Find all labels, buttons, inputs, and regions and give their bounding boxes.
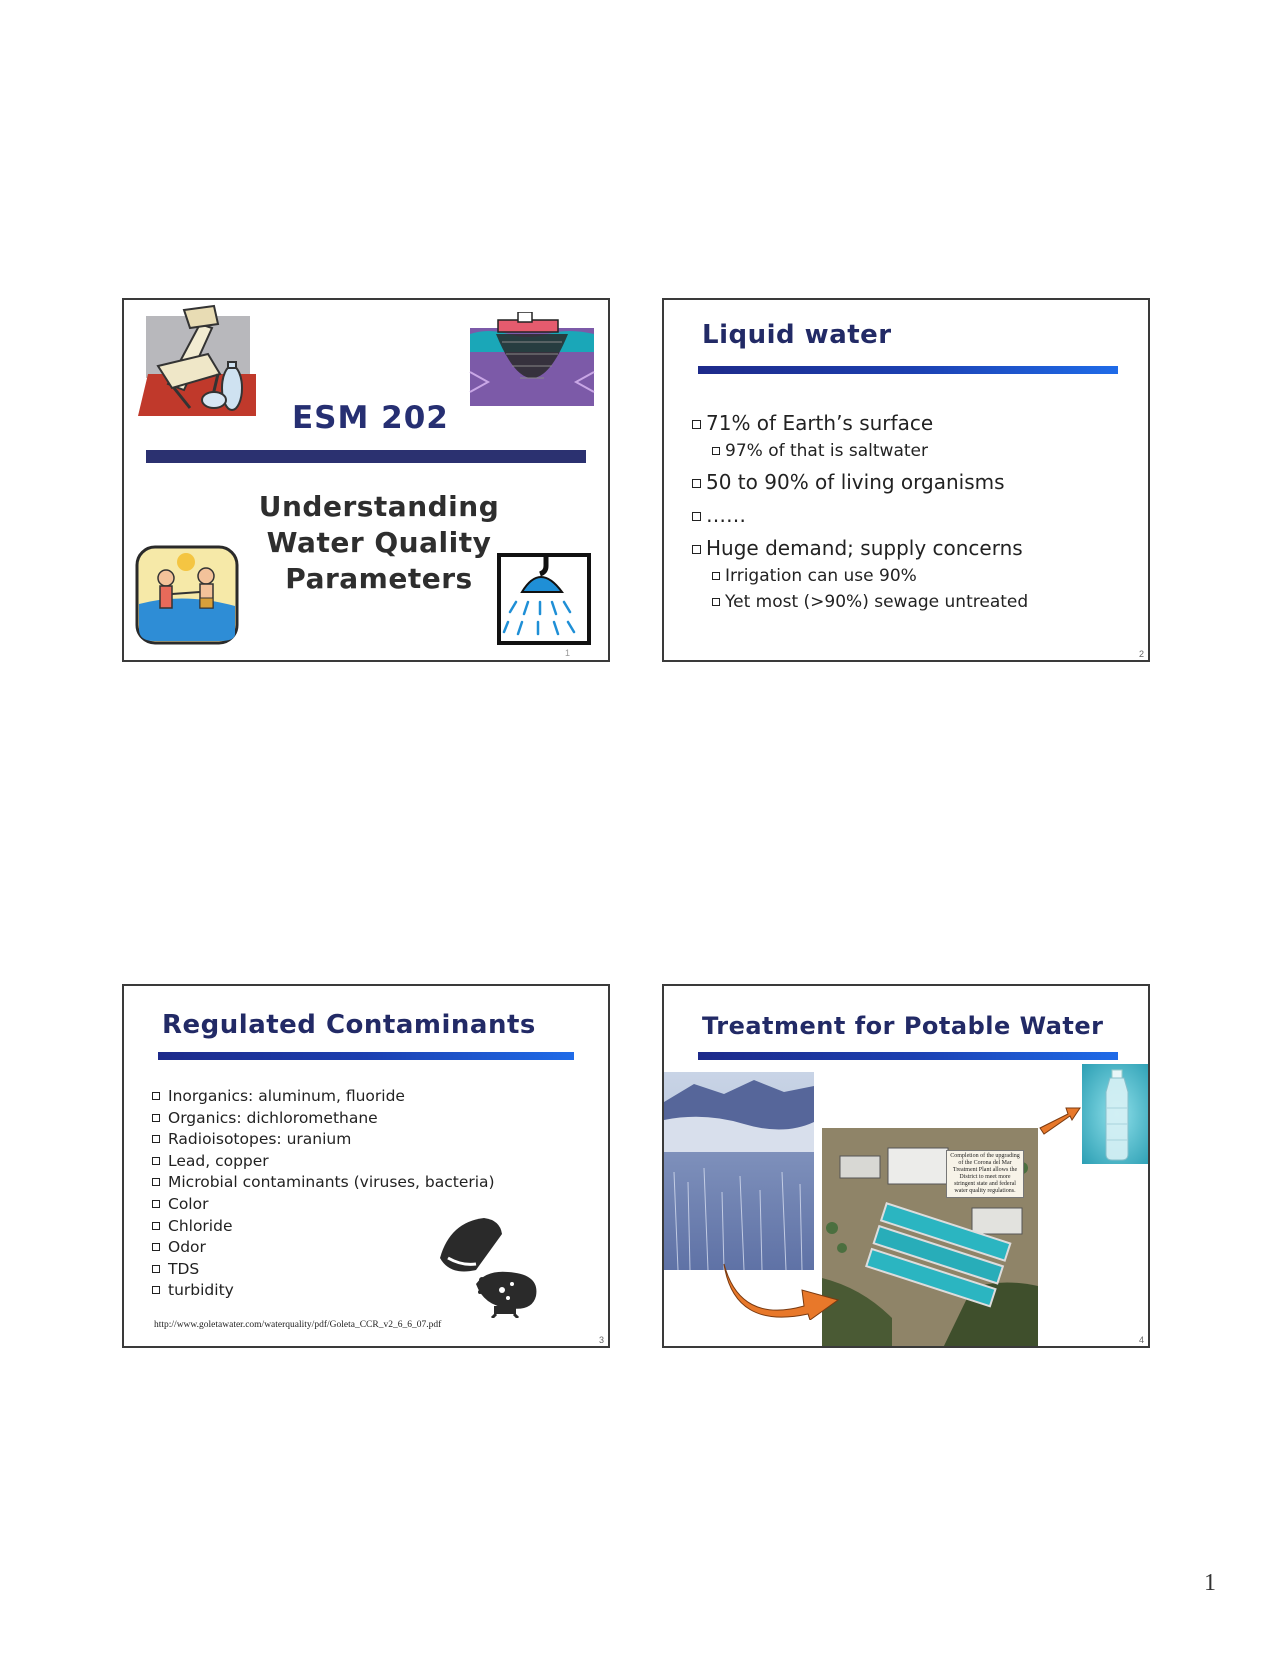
- list-item: ……: [692, 503, 1028, 527]
- slide-title: Treatment for Potable Water: [702, 1012, 1104, 1040]
- list-item: Microbial contaminants (viruses, bacteria): [152, 1172, 495, 1194]
- source-url: http://www.goletawater.com/waterquality/pdf/Goleta_CCR_v2_6_6_07.pdf: [154, 1320, 442, 1330]
- shower-clipart: [496, 552, 592, 646]
- fishing-boat-clipart: [468, 312, 596, 406]
- title-divider: [146, 450, 586, 463]
- list-item: 97% of that is saltwater: [712, 441, 1028, 461]
- checkbox-bullet-icon: [152, 1135, 160, 1143]
- checkbox-bullet-icon: [152, 1092, 160, 1100]
- list-item: Huge demand; supply concerns: [692, 536, 1028, 560]
- slide-1-subtitle: [254, 489, 504, 597]
- course-code: ESM 202: [292, 400, 449, 436]
- list-item: Lead, copper: [152, 1151, 495, 1173]
- beach-couple-clipart: [134, 544, 240, 646]
- right-arrow-icon: [1038, 1102, 1082, 1136]
- checkbox-bullet-icon: [692, 420, 701, 429]
- checkbox-bullet-icon: [152, 1222, 160, 1230]
- list-item: Radioisotopes: uranium: [152, 1129, 495, 1151]
- title-underline: [698, 1052, 1118, 1060]
- checkbox-bullet-icon: [692, 479, 701, 488]
- title-underline: [698, 366, 1118, 374]
- checkbox-bullet-icon: [712, 572, 720, 580]
- list-item: Organics: dichloromethane: [152, 1108, 495, 1130]
- subtitle-line-3: Parameters: [285, 562, 473, 595]
- checkbox-bullet-icon: [712, 598, 720, 606]
- checkbox-bullet-icon: [152, 1178, 160, 1186]
- slide-4: [662, 984, 1150, 1348]
- list-item: Irrigation can use 90%: [712, 566, 1028, 586]
- water-bottle-photo: [1082, 1064, 1150, 1164]
- slide-1: [122, 298, 610, 662]
- checkbox-bullet-icon: [152, 1243, 160, 1251]
- checkbox-bullet-icon: [152, 1200, 160, 1208]
- page-number: 1: [1204, 1570, 1216, 1596]
- subtitle-line-2: Water Quality: [266, 526, 492, 559]
- list-item: Odor: [152, 1237, 495, 1259]
- list-item: turbidity: [152, 1280, 495, 1302]
- pouring-beaker-clipart: [436, 1214, 544, 1318]
- lake-photo: [664, 1072, 814, 1270]
- slide-3: [122, 984, 610, 1348]
- checkbox-bullet-icon: [152, 1265, 160, 1273]
- list-item: Chloride: [152, 1216, 495, 1238]
- title-underline: [158, 1052, 574, 1060]
- beach-chair-clipart: [138, 304, 256, 416]
- slide-number: 4: [1138, 1335, 1144, 1345]
- slide-number: 1: [564, 648, 570, 658]
- checkbox-bullet-icon: [692, 545, 701, 554]
- slide-2: [662, 298, 1150, 662]
- list-item: Yet most (>90%) sewage untreated: [712, 592, 1028, 612]
- slide-number: 2: [1138, 649, 1144, 659]
- list-item: Color: [152, 1194, 495, 1216]
- slide-title: Liquid water: [702, 320, 892, 350]
- subtitle-line-1: Understanding: [258, 490, 500, 523]
- slide-title: Regulated Contaminants: [162, 1010, 536, 1040]
- checkbox-bullet-icon: [712, 447, 720, 455]
- checkbox-bullet-icon: [152, 1286, 160, 1294]
- bullet-list: [692, 402, 1028, 612]
- curved-arrow-icon: [720, 1260, 850, 1320]
- photo-caption: Completion of the upgrading of the Corona del Mar Treatment Plant allows the District to meet more stringent state and federal water quality regulations.: [946, 1150, 1024, 1198]
- list-item: Inorganics: aluminum, fluoride: [152, 1086, 495, 1108]
- list-item: 71% of Earth’s surface: [692, 411, 1028, 435]
- list-item: TDS: [152, 1259, 495, 1281]
- list-item: 50 to 90% of living organisms: [692, 470, 1028, 494]
- checkbox-bullet-icon: [152, 1157, 160, 1165]
- slide-number: 3: [598, 1335, 604, 1345]
- checkbox-bullet-icon: [692, 512, 701, 521]
- checkbox-bullet-icon: [152, 1114, 160, 1122]
